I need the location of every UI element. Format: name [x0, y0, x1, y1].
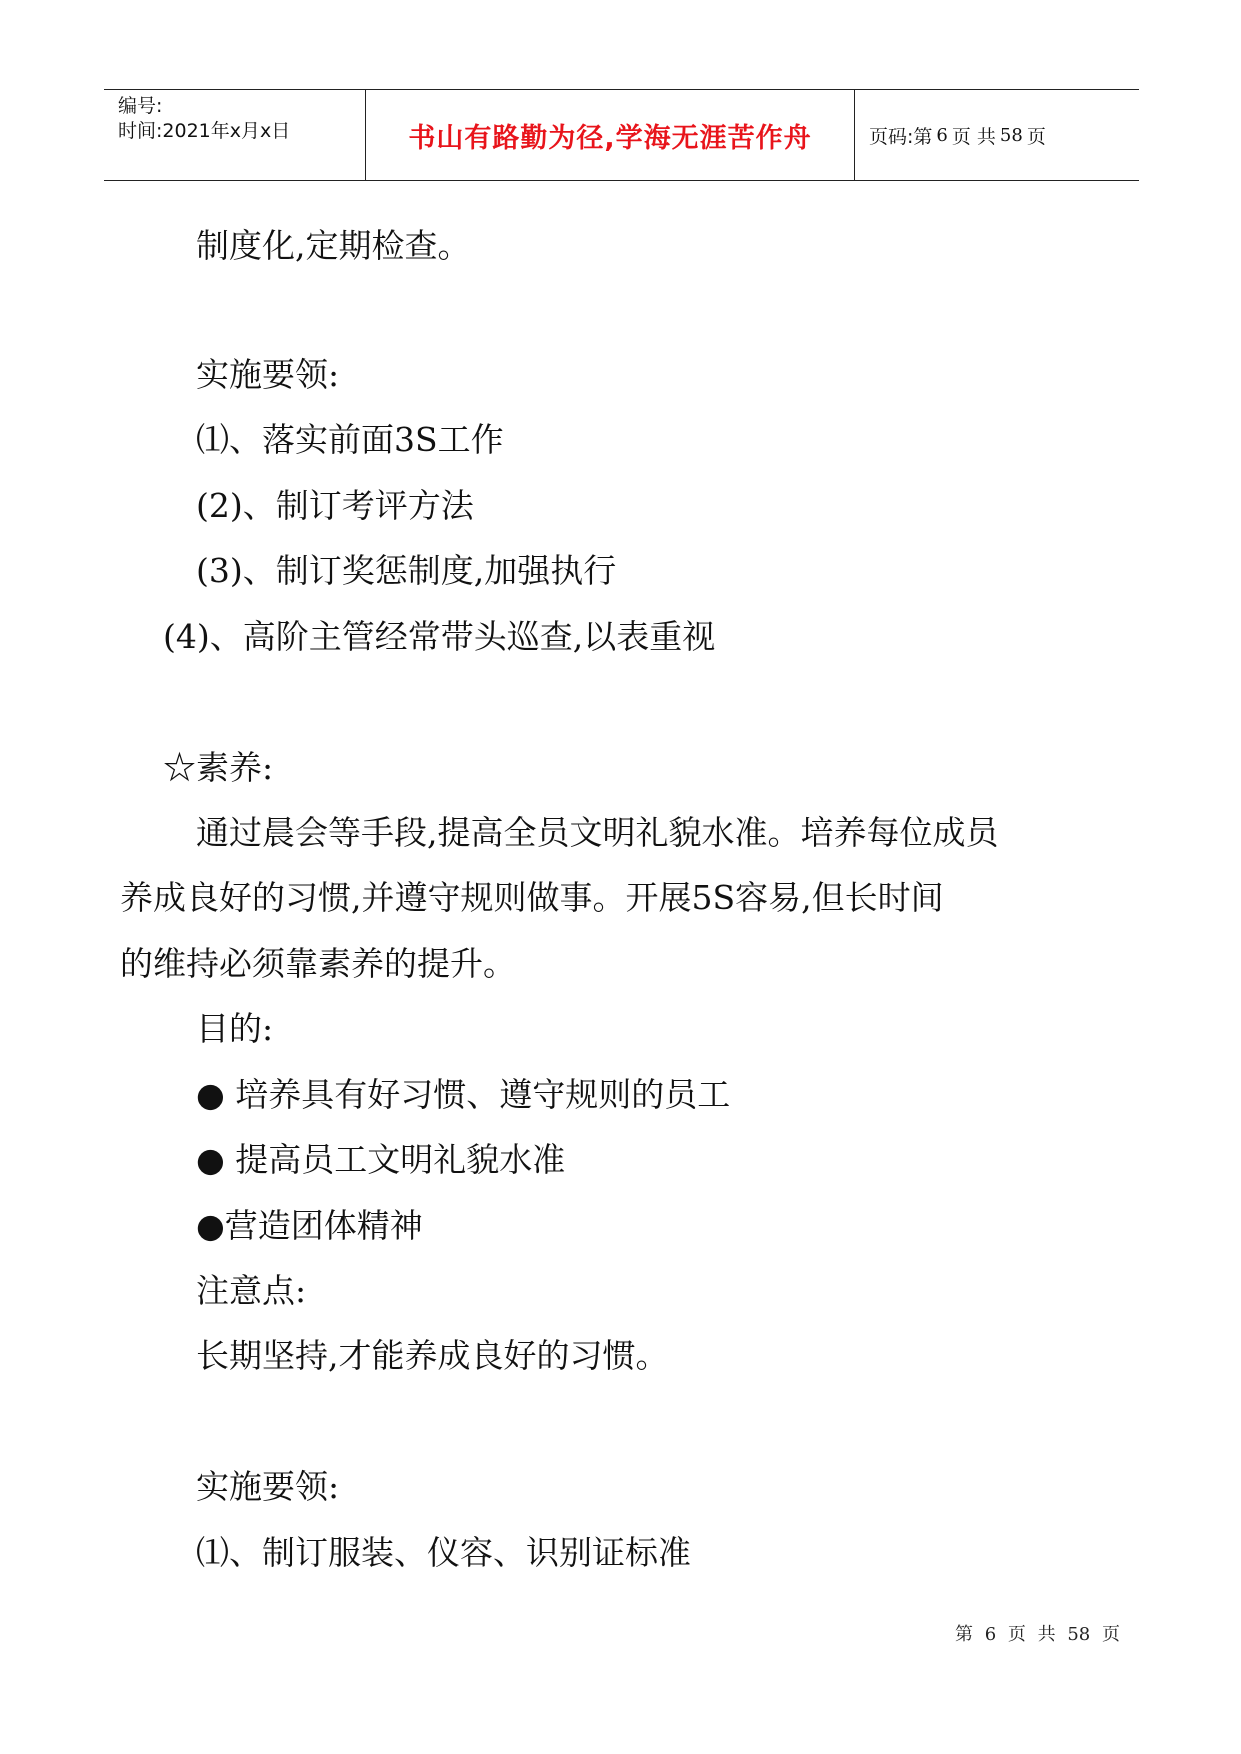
- body-line: 通过晨会等手段,提高全员文明礼貌水准。培养每位成员: [196, 813, 999, 852]
- header-info-cell: [104, 90, 366, 180]
- motto-text: 书山有路勤为径,学海无涯苦作舟: [408, 122, 812, 154]
- section-heading: ☆素养:: [163, 748, 274, 787]
- bullet-item: ●营造团体精神: [196, 1206, 423, 1245]
- header-page-cell: [855, 90, 1139, 180]
- body-line: 制度化,定期检查。: [196, 226, 471, 265]
- page-header-table: [104, 89, 1139, 181]
- body-line: ⑴、落实前面3S工作: [196, 420, 504, 459]
- body-line: 实施要领:: [196, 355, 340, 394]
- page-mid: 页 共: [951, 125, 996, 148]
- body-line: 长期坚持,才能养成良好的习惯。: [196, 1336, 669, 1375]
- page-suffix: 页: [1026, 125, 1046, 148]
- body-line: 的维持必须靠素养的提升。: [120, 944, 516, 983]
- page-current: 6: [936, 124, 948, 146]
- body-line: 目的:: [196, 1009, 274, 1048]
- number-label: 编号:: [118, 95, 163, 117]
- time-label: 时间:2021年x月x日: [118, 119, 291, 142]
- header-motto-cell: [366, 90, 855, 180]
- body-line: 注意点:: [196, 1271, 307, 1310]
- page-total: 58: [999, 124, 1023, 146]
- body-line: 实施要领:: [196, 1467, 340, 1506]
- bullet-item: ● 培养具有好习惯、遵守规则的员工: [196, 1075, 731, 1114]
- body-line: (3)、制订奖惩制度,加强执行: [196, 551, 617, 590]
- body-line: 养成良好的习惯,并遵守规则做事。开展5S容易,但长时间: [120, 878, 944, 917]
- bullet-item: ● 提高员工文明礼貌水准: [196, 1140, 566, 1179]
- page-footer: 第 6 页 共 58 页: [955, 1624, 1120, 1645]
- body-line: (4)、高阶主管经常带头巡查,以表重视: [163, 617, 716, 656]
- page-prefix: 页码:第: [869, 125, 933, 148]
- body-line: (2)、制订考评方法: [196, 486, 474, 525]
- body-line: ⑴、制订服装、仪容、识别证标准: [196, 1533, 691, 1572]
